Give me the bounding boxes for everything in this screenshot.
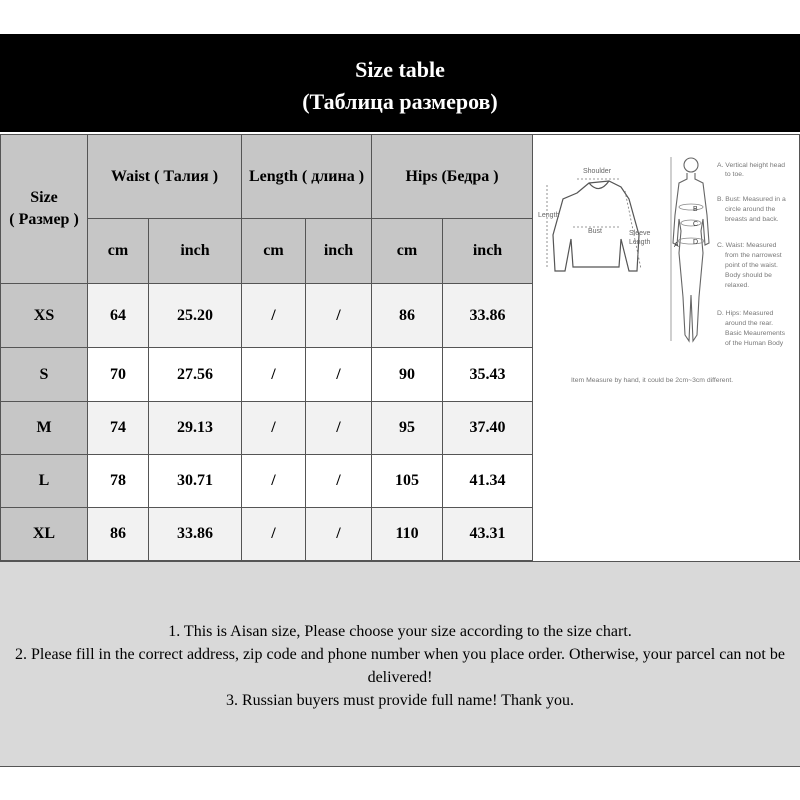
size-label: XL xyxy=(1,508,88,561)
length-inch-cell: / xyxy=(306,348,372,402)
waist-cm-cell: 78 xyxy=(88,455,149,508)
table-row xyxy=(1,348,533,402)
header-subtitle: (Таблица размеров) xyxy=(302,89,498,114)
hips-inch-cell: 41.34 xyxy=(443,455,533,508)
unit-header: cm xyxy=(372,219,443,284)
hips-inch-cell: 33.86 xyxy=(443,284,533,348)
unit-header: inch xyxy=(306,219,372,284)
diagram-footnote: Item Measure by hand, it could be 2cm~3cm different. xyxy=(571,377,734,384)
hips-inch-cell: 43.31 xyxy=(443,508,533,561)
length-inch-cell: / xyxy=(306,508,372,561)
length-cm-cell: / xyxy=(242,284,306,348)
bust-label: Bust xyxy=(588,228,603,235)
note-line-3: 3. Russian buyers must provide full name! Thank you. xyxy=(225,692,575,709)
body-measure-lines xyxy=(671,157,704,341)
hips-inch-cell: 35.43 xyxy=(443,348,533,402)
waist-inch-cell: 33.86 xyxy=(149,508,242,561)
hips-ellipse xyxy=(678,238,704,244)
waist-inch-cell: 25.20 xyxy=(149,284,242,348)
shoulder-label: Shoulder xyxy=(583,168,612,175)
length-inch-cell: / xyxy=(306,455,372,508)
sleeve-label: Sleeve xyxy=(629,230,651,237)
unit-header: inch xyxy=(443,219,533,284)
size-label: S xyxy=(1,348,88,402)
size-table-header xyxy=(0,34,800,132)
size-header-line2: ( Размер ) xyxy=(9,211,79,228)
measurement-diagram xyxy=(533,134,800,560)
body-head xyxy=(684,158,698,172)
table-row xyxy=(1,508,533,561)
hips-inch-cell: 37.40 xyxy=(443,402,533,455)
hips-cm-cell: 110 xyxy=(372,508,443,561)
note-d: D. Hips: Measured around the rear. Basic Meaurements of the Human Body xyxy=(717,310,786,347)
waist-inch-cell: 27.56 xyxy=(149,348,242,402)
size-label: M xyxy=(1,402,88,455)
table-row xyxy=(1,455,533,508)
note-line-2: 2. Please fill in the correct address, zip code and phone number when you place order. Otherwise, your parcel can not be delivered! xyxy=(15,646,785,686)
length-cm-cell: / xyxy=(242,348,306,402)
waist-inch-cell: 30.71 xyxy=(149,455,242,508)
sleeve-length-label: Length xyxy=(629,239,651,246)
hips-cm-cell: 86 xyxy=(372,284,443,348)
waist-inch-cell: 29.13 xyxy=(149,402,242,455)
hips-cm-cell: 95 xyxy=(372,402,443,455)
size-column-header xyxy=(1,135,88,284)
waist-group-header: Waist ( Талия ) xyxy=(88,135,242,219)
shirt-measure-lines xyxy=(547,179,641,269)
letter-d: D xyxy=(693,239,699,246)
letter-a: A xyxy=(674,242,679,249)
size-label: L xyxy=(1,455,88,508)
note-a: A. Vertical height head to toe. xyxy=(717,162,786,178)
waist-cm-cell: 64 xyxy=(88,284,149,348)
table-row xyxy=(1,402,533,455)
note-b: B. Bust: Measured in a circle around the breasts and back. xyxy=(717,196,786,223)
size-table xyxy=(0,134,533,561)
waist-cm-cell: 86 xyxy=(88,508,149,561)
hips-cm-cell: 105 xyxy=(372,455,443,508)
length-cm-cell: / xyxy=(242,455,306,508)
note-c: C. Waist: Measured from the narrowest point of the waist. Body should be relaxed. xyxy=(717,242,782,289)
length-cm-cell: / xyxy=(242,508,306,561)
length-group-header: Length ( длина ) xyxy=(242,135,372,219)
shirt-illustration xyxy=(553,181,639,271)
unit-header: inch xyxy=(149,219,242,284)
waist-cm-cell: 70 xyxy=(88,348,149,402)
length-cm-cell: / xyxy=(242,402,306,455)
hips-group-header: Hips (Бедра ) xyxy=(372,135,533,219)
body-figure xyxy=(673,158,709,341)
size-label: XS xyxy=(1,284,88,348)
measurement-diagram-svg xyxy=(533,135,800,561)
length-inch-cell: / xyxy=(306,402,372,455)
table-row xyxy=(1,284,533,348)
header-title: Size table xyxy=(355,57,445,82)
bust-ellipse xyxy=(679,204,703,210)
length-label: Length xyxy=(538,212,560,219)
length-inch-cell: / xyxy=(306,284,372,348)
body-outline xyxy=(673,173,709,341)
waist-cm-cell: 74 xyxy=(88,402,149,455)
size-header-line1: Size xyxy=(30,189,58,206)
shirt-outline xyxy=(553,181,639,271)
hips-cm-cell: 90 xyxy=(372,348,443,402)
unit-header: cm xyxy=(88,219,149,284)
unit-header: cm xyxy=(242,219,306,284)
notes-panel xyxy=(0,561,800,767)
note-line-1: 1. This is Aisan size, Please choose your size according to the size chart. xyxy=(168,623,632,640)
letter-c: C xyxy=(693,221,699,228)
letter-b: B xyxy=(693,206,698,213)
